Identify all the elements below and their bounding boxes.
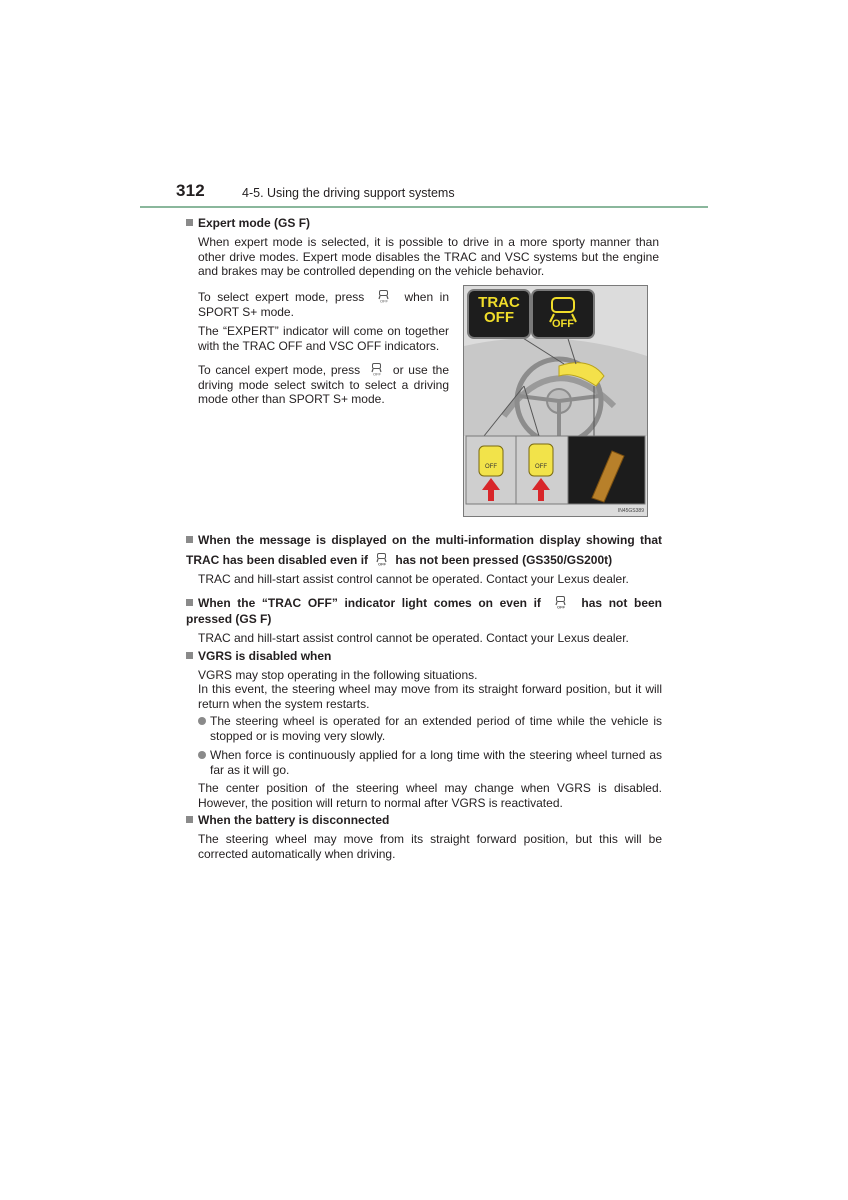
vsc-off-button-icon <box>375 553 389 566</box>
indicator-text: The “EXPERT” indicator will come on together with the TRAC OFF and VSC OFF indicators. <box>198 324 449 353</box>
button-off-label-1: OFF <box>485 464 497 470</box>
cancel-text-pre: To cancel expert mode, press <box>198 363 361 377</box>
vgrs-heading <box>186 649 331 664</box>
section-title: 4-5. Using the driving support systems <box>242 186 455 200</box>
battery-body: The steering wheel may move from its straight forward position, but this will be corrected automatically when driving. <box>198 832 662 861</box>
square-bullet-icon <box>186 599 193 606</box>
round-bullet-icon <box>198 751 206 759</box>
svg-text:OFF: OFF <box>377 561 386 566</box>
vgrs-closing: The center position of the steering wheel may change when VGRS is disabled. However, the position will return to normal after VGRS is reactivated. <box>198 781 662 810</box>
vsc-off-button-icon <box>370 363 384 376</box>
off-label: OFF <box>484 309 514 326</box>
vgrs-line-1: VGRS may stop operating in the following situations. <box>198 668 478 682</box>
vsc-off-button-1 <box>479 446 503 476</box>
vgrs-bullet-1-text: The steering wheel is operated for an extended period of time while the vehicle is stopped or is moving very slowly. <box>210 714 662 743</box>
vgrs-bullet-1 <box>198 714 662 743</box>
vsc-off-label: OFF <box>552 318 574 330</box>
page-number: 312 <box>176 181 205 200</box>
battery-heading-text: When the battery is disconnected <box>198 813 390 827</box>
square-bullet-icon <box>186 536 193 543</box>
header-rule <box>140 206 708 208</box>
trac-off-label <box>468 295 530 325</box>
trac-label: TRAC <box>478 294 520 311</box>
square-bullet-icon <box>186 219 193 226</box>
battery-heading <box>186 813 389 828</box>
select-instruction <box>198 290 449 319</box>
vsc-off-button-icon <box>554 596 568 609</box>
figure-code: IN45GS389 <box>617 508 644 514</box>
select-text-post: when in SPORT S+ mode. <box>198 290 450 319</box>
vsc-off-button-icon <box>377 290 391 303</box>
svg-text:OFF: OFF <box>557 604 566 609</box>
vgrs-bullet-2-text: When force is continuously applied for a long time with the steering wheel turned as far as it will go. <box>210 748 662 777</box>
message-heading-post: has not been pressed (GS350/GS200t) <box>395 553 613 567</box>
select-text-pre: To select expert mode, press <box>198 290 365 304</box>
expert-mode-intro: When expert mode is selected, it is possible to drive in a more sporty manner than other drive modes. Expert mode disables the TRAC and VSC systems but the engine and brakes may be controlled depending on the vehicle behavior. <box>198 235 659 278</box>
vsc-off-button-2 <box>529 444 553 476</box>
square-bullet-icon <box>186 816 193 823</box>
message-heading-pre: When the message is displayed on the multi-information display showing that TRAC has been disabled even if <box>186 533 662 567</box>
trac-off-heading <box>186 595 662 627</box>
button-off-label-2: OFF <box>535 464 547 470</box>
trac-off-body: TRAC and hill-start assist control cannot be operated. Contact your Lexus dealer. <box>198 631 629 645</box>
dashboard-shape <box>464 338 647 436</box>
cancel-instruction <box>198 363 449 407</box>
square-bullet-icon <box>186 652 193 659</box>
dashboard-illustration <box>463 285 648 517</box>
trac-off-heading-pre: When the “TRAC OFF” indicator light comes on even if <box>198 596 541 610</box>
vgrs-heading-text: VGRS is disabled when <box>198 649 332 663</box>
expert-mode-heading <box>186 216 310 231</box>
trac-off-heading-post: has not been pressed (GS F) <box>186 596 663 626</box>
svg-text:OFF: OFF <box>380 298 389 303</box>
expert-mode-heading-text: Expert mode (GS F) <box>198 216 311 230</box>
cancel-text-post: or use the driving mode select switch to select a driving mode other than SPORT S+ mode. <box>198 363 449 406</box>
vgrs-bullet-2 <box>198 748 662 777</box>
round-bullet-icon <box>198 717 206 725</box>
message-body: TRAC and hill-start assist control cannot be operated. Contact your Lexus dealer. <box>198 572 629 586</box>
vgrs-line-2: In this event, the steering wheel may move from its straight forward position, but it will return when the system restarts. <box>198 682 662 711</box>
svg-text:OFF: OFF <box>372 371 381 376</box>
message-heading <box>186 530 662 570</box>
